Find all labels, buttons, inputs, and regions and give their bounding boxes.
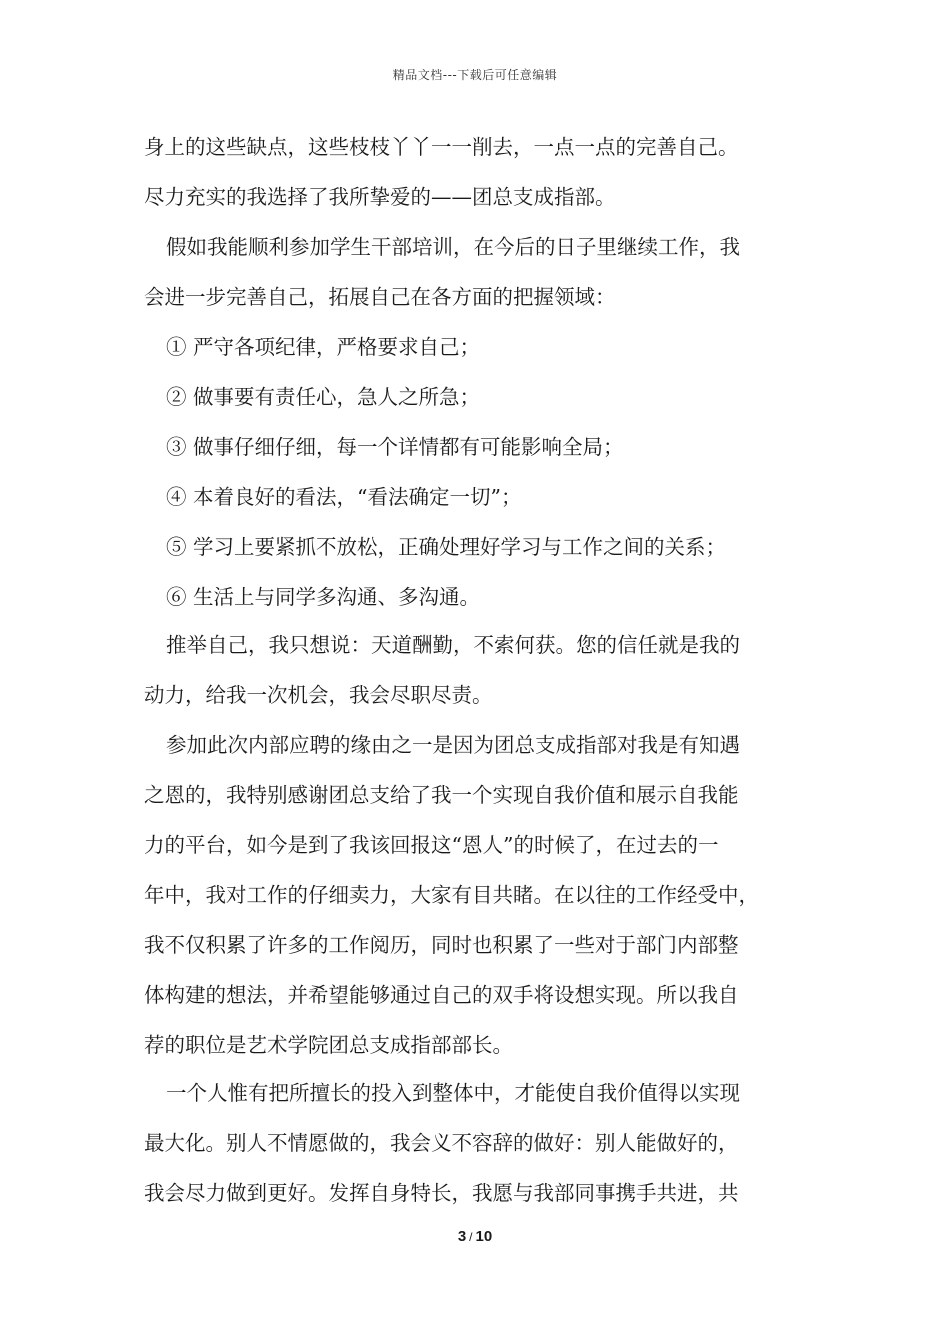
document-page: 精品文档---下载后可任意编辑 身上的这些缺点，这些枝枝丫丫一一削去，一点一点的完善自己。 尽力充实的我选择了我所挚爱的——团总支成指部。 假如我能顺利参加学生干部培训，在今后的日子里继续工作，我 会进一步完善自己，拓展自己在各方面的把握领域： ① 严守各项纪律，严格要求自己； ② 做事要有责任心，急人之所急； ③ 做事仔细仔细，每一个详情都有可能影响全局； ④ 本着良好的看法，“看法确定一切”； ⑤ 学习上要紧抓不放松，正确处理好学习与工作之间的关系； ⑥ 生活上与同学多沟通、多沟通。 推举自己，我只想说：天道酬勤，不索何获。您的信任就是我的 动力，给我一次机会，我会尽职尽责。 参加此次内部应聘的缘由之一是因为团总支成指部对我是有知遇 之恩的，我特别感谢团总支给了我一个实现自我价值和展示自我能 力的平台，如今是到了我该回报这“恩人”的时候了，在过去的一 年中，我对工作的仔细卖力，大家有目共睹。在以往的工作经受中， 我不仅积累了许多的工作阅历，同时也积累了一些对于部门内部整 体构建的想法，并希望能够通过自己的双手将设想实现。所以我自 荐的职位是艺术学院团总支成指部部长。 一个人惟有把所擅长的投入到整体中，才能使自我价值得以实现 最大化。别人不情愿做的，我会义不容辞的做好：别人能做好的， 我会尽力做到更好。发挥自身特长，我愿与我部同事携手共进，共 3 / 10 bbox=[0, 0, 950, 1344]
page-separator: / bbox=[469, 1230, 473, 1244]
page-number bbox=[0, 1228, 950, 1245]
total-pages: 10 bbox=[475, 1228, 493, 1245]
current-page: 3 bbox=[457, 1228, 467, 1245]
page-header: 精品文档---下载后可任意编辑 bbox=[392, 68, 558, 82]
